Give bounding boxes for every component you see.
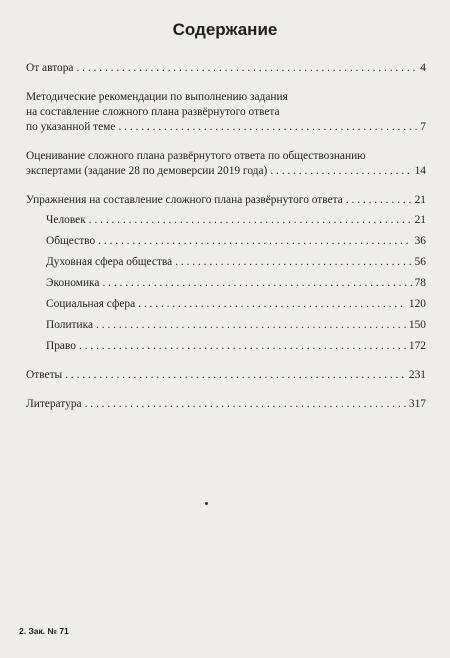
toc-page-number: 4 (420, 62, 426, 74)
toc-entry-title: Право (46, 340, 76, 352)
toc-page-number: 14 (414, 165, 426, 177)
toc-entry (26, 90, 426, 135)
toc-entry-leader-row (26, 368, 426, 383)
dot-leader (89, 213, 412, 228)
toc-entry-leader-row (46, 234, 426, 249)
dot-leader (102, 276, 411, 291)
toc-entry-line: Методические рекомендации по выполнению задания (26, 91, 288, 103)
toc-page-number: 36 (414, 235, 426, 247)
toc-entry (26, 397, 426, 412)
toc-entry-leader-row (46, 213, 426, 228)
toc-page-number: 120 (408, 298, 426, 310)
toc-entry-title: Ответы (26, 369, 63, 381)
printer-mark: 2. Зак. № 71 (19, 626, 69, 636)
toc-page-number: 231 (408, 369, 426, 381)
toc-page-number: 172 (408, 340, 426, 352)
dot-leader (76, 61, 417, 76)
page-title: Содержание (172, 20, 278, 39)
toc-entry-leader-row (26, 164, 426, 179)
table-of-contents (26, 61, 426, 412)
toc-subentry (26, 318, 426, 333)
toc-entry-title: экспертами (задание 28 по демоверсии 2019 года) (26, 165, 268, 177)
toc-entry (26, 149, 426, 179)
toc-entry-title: Общество (46, 235, 96, 247)
toc-entry-title: Человек (46, 214, 86, 226)
toc-entry-leader-row (46, 255, 426, 270)
toc-entry-leader-row (46, 297, 426, 312)
toc-subentry (26, 339, 426, 354)
toc-page-number: 21 (414, 194, 426, 206)
toc-subentry (26, 234, 426, 249)
toc-entry-leader-row (26, 193, 426, 208)
toc-entry-leader-row (26, 397, 426, 412)
toc-page-number: 317 (408, 398, 426, 410)
toc-entry-leader-row (46, 318, 426, 333)
toc-entry-title: Литература (26, 398, 82, 410)
toc-entry-title: Упражнения на составление сложного плана развёрнутого ответа (26, 194, 343, 206)
dot-leader (79, 339, 406, 354)
dot-leader (65, 368, 406, 383)
toc-entry-title: по указанной теме (26, 121, 116, 133)
dot-leader (175, 255, 411, 270)
toc-entry-line: Оценивание сложного плана развёрнутого ответа по обществознанию (26, 150, 366, 162)
dot-leader (346, 193, 412, 208)
toc-entry-leader-row (26, 61, 426, 76)
dot-leader (96, 318, 406, 333)
toc-page-number: 21 (414, 214, 426, 226)
toc-entry-title: Социальная сфера (46, 298, 136, 310)
toc-entry-title: Политика (46, 319, 94, 331)
toc-subentry (26, 213, 426, 228)
toc-entry-title: От автора (26, 62, 74, 74)
toc-subentry (26, 276, 426, 291)
toc-subentry (26, 255, 426, 270)
dot-leader (98, 234, 411, 249)
dot-leader (118, 120, 417, 135)
toc-entry (26, 61, 426, 76)
toc-entry-leader-row (46, 276, 426, 291)
toc-page-number: 56 (414, 256, 426, 268)
dot-leader (270, 164, 411, 179)
toc-entry (26, 368, 426, 383)
toc-entry-leader-row (46, 339, 426, 354)
toc-entry-title: Духовная сфера общества (46, 256, 173, 268)
toc-entry-line: на составление сложного плана развёрнутого ответа (26, 106, 280, 118)
toc-entry (26, 193, 426, 208)
toc-page-number: 150 (408, 319, 426, 331)
toc-entry-title: Экономика (46, 277, 100, 289)
toc-subentry (26, 297, 426, 312)
print-speck (205, 502, 208, 505)
toc-page-number: 78 (414, 277, 426, 289)
dot-leader (138, 297, 406, 312)
toc-page-number: 7 (420, 121, 426, 133)
toc-entry-leader-row (26, 120, 426, 135)
dot-leader (85, 397, 406, 412)
